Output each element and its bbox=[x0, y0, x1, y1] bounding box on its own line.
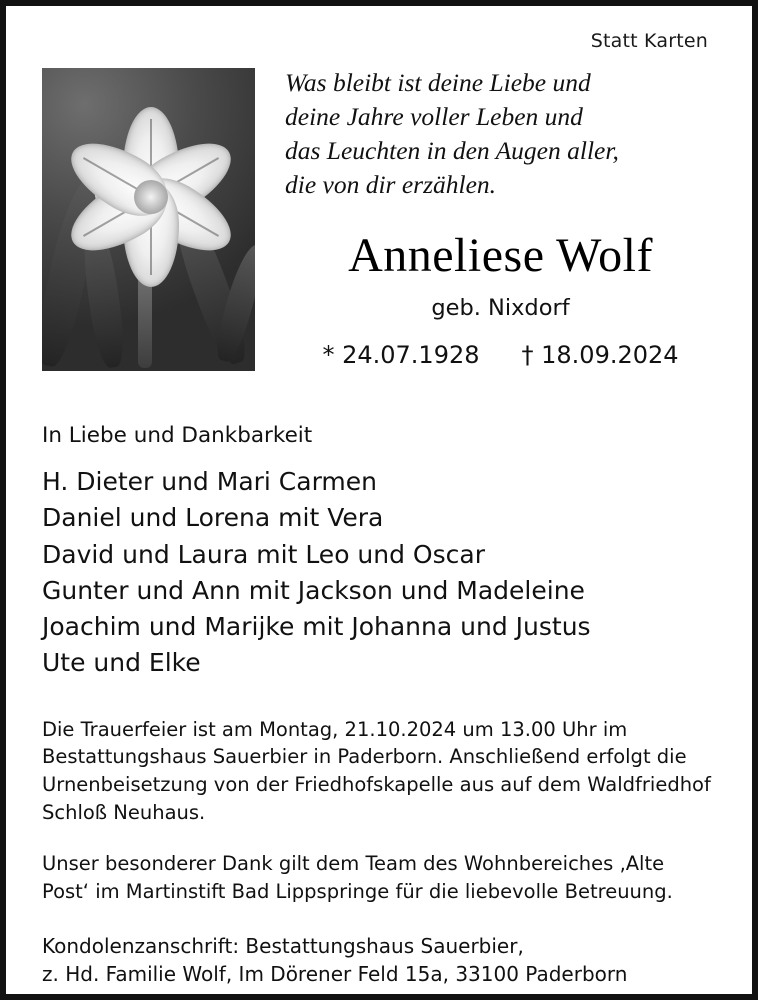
family-member-line: David und Laura mit Leo und Oscar bbox=[42, 539, 485, 569]
flower-bloom bbox=[56, 114, 246, 279]
obituary-inner bbox=[6, 6, 752, 994]
header-note: Statt Karten bbox=[590, 30, 708, 52]
death-date: † 18.09.2024 bbox=[521, 340, 679, 369]
funeral-details-text: Die Trauerfeier ist am Montag, 21.10.2024 um 13.00 Uhr im Bestattungshaus Sauerbier in Paderborn. Anschließend erfolgt die Urnenbeisetzung von der Friedhofskapelle aus auf dem Waldfriedhof Schloß Neuhaus. bbox=[42, 717, 711, 824]
verse-line: deine Jahre voller Leben und bbox=[285, 101, 583, 131]
family-member-line: H. Dieter und Mari Carmen bbox=[42, 467, 377, 496]
verse-line: die von dir erzählen. bbox=[285, 169, 497, 199]
life-dates bbox=[285, 341, 716, 369]
headblock bbox=[255, 64, 716, 369]
condolence-address-line: Kondolenzanschrift: Bestattungshaus Sauerbier, bbox=[42, 933, 524, 958]
thanks-text: Unser besonderer Dank gilt dem Team des Wohnbereiches ‚Alte Post‘ im Martinstift Bad Lippspringe für die liebevolle Betreuung. bbox=[42, 852, 673, 903]
maiden-name: geb. Nixdorf bbox=[431, 294, 570, 321]
portrait-photo bbox=[42, 68, 255, 371]
family-member-line: Gunter und Ann mit Jackson und Madeleine bbox=[42, 575, 585, 605]
family-member-line: Ute und Elke bbox=[42, 648, 201, 678]
condolence-address-line: z. Hd. Familie Wolf, Im Dörener Feld 15a, 33100 Paderborn bbox=[42, 962, 628, 987]
flower-center bbox=[134, 180, 168, 214]
memorial-verse bbox=[285, 66, 716, 202]
family-member-line: Joachim und Marijke mit Johanna und Justus bbox=[42, 612, 591, 641]
birth-date: * 24.07.1928 bbox=[322, 340, 480, 369]
deceased-name: Anneliese Wolf bbox=[348, 228, 653, 282]
condolence-address bbox=[42, 932, 716, 989]
family-member-line: Daniel und Lorena mit Vera bbox=[42, 503, 384, 533]
family-intro: In Liebe und Dankbarkeit bbox=[42, 423, 313, 448]
verse-line: das Leuchten in den Augen aller, bbox=[285, 135, 619, 165]
family-list bbox=[42, 464, 716, 682]
top-block bbox=[42, 64, 716, 371]
verse-line: Was bleibt ist deine Liebe und bbox=[285, 68, 591, 97]
